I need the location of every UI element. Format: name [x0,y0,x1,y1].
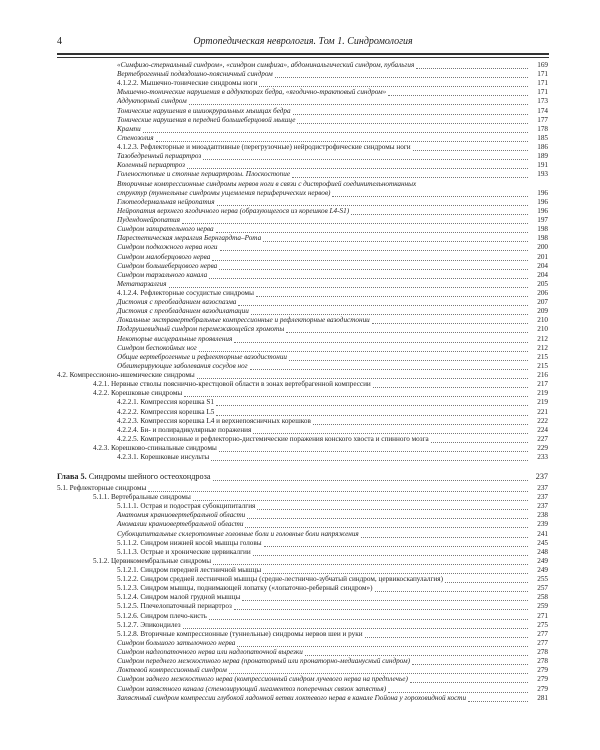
toc-page-number: 209 [537,307,548,316]
toc-entry-title: Синдром подкожного нерва ноги [117,243,218,252]
toc-entry-title: 4.2.2.2. Компрессия корешка L5 [117,407,215,416]
toc-page-number: 222 [537,416,548,425]
toc-entry-title: 5.1.2.1. Синдром передней лестничной мышцы [117,565,262,574]
toc-page-number: 279 [537,675,548,684]
toc-page-number: 193 [537,170,548,179]
toc-page-number: 278 [537,657,548,666]
toc-page-number: 171 [537,88,548,97]
toc-page-number: 278 [537,648,548,657]
toc-entry-title: 5.1.1.1. Острая и подострая субокципиталгия [117,502,256,511]
toc-entry-title: Локальные экстравертебральные компрессионные и рефлекторные вазодистонии [117,316,370,325]
toc-entry-title: Вторичные компрессионные синдромы нервов ноги в связи с дистрофией соединительнотканных [117,179,417,188]
toc-page-number: 178 [537,124,548,133]
toc-page-number: 169 [537,61,548,69]
toc-entry-title: Запястный синдром компрессии глубокой ладонной ветви локтевого нерва в канале Гюйона у гороховидной кости [117,693,467,702]
toc-entry-title: 4.2.3.1. Корешковые инсульты [117,453,210,462]
toc-page-number: 219 [537,389,548,398]
toc-entry-title: 4.1.2.4. Рефлекторные сосудистые синдромы [117,289,254,297]
toc-entry-title: Тонические нарушения в ишиокруральных мышцах бедра [117,106,291,115]
toc-page-number: 277 [537,638,548,647]
toc-page-number: 255 [537,575,548,584]
toc-page-number: 215 [537,361,548,370]
toc-entry-title: 5.1. Рефлекторные синдромы [57,483,147,492]
toc-page-number: 204 [537,270,548,279]
toc-page-number: 177 [537,115,548,124]
toc-entry-title: Синдром надлопаточного нерва или надлопаточной вырезки [117,648,303,657]
toc-page-number: 212 [537,343,548,352]
toc-page-number: 248 [537,547,548,556]
page-number: 4 [57,36,62,47]
toc-entry-title: Некоторые висцеральные проявления [117,334,233,343]
toc-page-number: 205 [537,279,548,288]
toc-page-number: 249 [537,565,548,574]
toc-page-number: 200 [537,243,548,252]
toc-page-number: 249 [537,556,548,565]
toc-entry-title: Синдром переднего межкостного нерва (пронаторный или пронаторно-медианусный синдром) [117,657,410,666]
toc-entry-title: Мышечно-тонические нарушения в аддукторах бедра, «ягодично-трактовый синдром» [117,88,387,97]
toc-entry-title: Глютеодермальная нейропатия [117,197,215,206]
toc-entry-title: 4.2.2.4. Би- и полирадикулярные поражения [117,425,252,434]
toc-page-number: 196 [537,197,548,206]
toc-page-number: 174 [537,106,548,115]
toc-entry-title: 4.1.2.3. Рефлекторные и миоадаптивные (перегрузочные) нейродистрофические синдромы ноги [117,143,411,152]
header-rule-thin [57,57,549,58]
page-header [57,36,549,48]
toc-page-number: 196 [537,188,548,197]
toc-page-number: 224 [537,425,548,434]
toc-entry-title: Вертеброгенный подвздошно-поясничный синдром [117,70,273,79]
toc-page-number: 277 [537,629,548,638]
toc-entry-title: Нейропатия верхнего ягодичного нерва (образующегося из корешков L4-S1) [117,206,350,215]
toc-entry-title: 4.2.2.3. Компрессия корешка L4 и верхнепоясничных корешков [117,416,311,425]
toc-entry-title: Синдром запястного канала (стенозирующий лигаментоз поперечных связок запястья) [117,684,387,693]
toc-entry-title: Аномалии краниовертебральной области [117,520,244,529]
toc-page-number: 271 [537,611,548,620]
toc-entry-title: Пудендонейропатия [117,216,180,225]
toc-page-number: 197 [537,216,548,225]
toc-page-number: 186 [537,143,548,152]
toc-page-number: 171 [537,79,548,88]
toc-entry-title: Дистония с преобладанием вазоспазма [117,298,237,307]
dot-leader [213,479,529,481]
toc-page-number: 215 [537,352,548,361]
toc-entry-title: Крампи [117,124,141,133]
toc-page-number: 245 [537,538,548,547]
toc-page-number: 212 [537,334,548,343]
toc-page-number: 275 [537,620,548,629]
toc-entry-title: Синдром запирательного нерва [117,225,214,234]
toc-entry-title: 5.1.2.3. Синдром мышцы, поднимающей лопатку («лопаточно-реберный синдром») [117,584,373,593]
toc-page-number: 237 [537,493,548,502]
toc-page-number: 227 [537,434,548,443]
toc-page-number: 237 [537,502,548,511]
toc-entry-title: Тонические нарушения в передней большеберцовой мышце [117,115,296,124]
toc-page-number: 196 [537,206,548,215]
toc-entry-title: Подгрушевидный синдром перемежающейся хромоты [117,325,285,334]
toc-page-number: 237 [537,483,548,492]
toc-entry-title: Синдром заднего межкостного нерва (компрессионный синдром лучевого нерва на предплечье) [117,675,408,684]
toc-entry [0,461,600,471]
toc-entry-title: Коленный периартроз [117,161,185,170]
toc-entry-title: Синдром малоберцового нерва [117,252,211,261]
toc-page-number: 259 [537,602,548,611]
toc-page-number: 279 [537,666,548,675]
toc-entry-title: Метатарзалгия [117,279,167,288]
toc-entry-title [57,472,211,482]
toc-page-number: 189 [537,152,548,161]
toc-page-number: 207 [537,298,548,307]
toc-page-number: 229 [537,444,548,453]
toc-entry-title: 4.2.2.1. Компрессия корешка S1 [117,398,214,407]
toc-page-number: 198 [537,225,548,234]
toc-page-number: 204 [537,261,548,270]
toc-page-number: 281 [537,693,548,702]
toc-entry-title: 4.2.3. Корешково-спинальные синдромы [93,444,217,453]
toc-entry-title: Тазобедренный периартроз [117,152,202,161]
toc-entry-title: 5.1.2.6. Синдром плечо-кисть [117,611,207,620]
running-title: Ортопедическая неврология. Том 1. Синдромология [193,36,413,47]
toc-entry-title: 5.1.1. Вертебральные синдромы [93,493,191,502]
toc-page-number: 257 [537,584,548,593]
toc-page-number: 238 [537,511,548,520]
toc-page-number: 233 [537,453,548,462]
toc-entry-title: Облитерирующие заболевания сосудов ног [117,361,248,370]
toc-page-number: 206 [537,289,548,297]
toc-entry-title: 5.1.2.2. Синдром средней лестничной мышцы (средне-лестнично-зубчатый синдром, цервикоскапулалгия) [117,575,443,584]
toc-entry-title: Аддукторный синдром [117,97,187,106]
toc-page-number: 191 [537,161,548,170]
toc-entry-title: 5.1.2.8. Вторичные компрессионные (туннельные) синдромы нервов шеи и руки [117,629,363,638]
toc-entry-title: Синдром беспокойных ног [117,343,197,352]
toc-entry-title: Синдром тарзального канала [117,270,208,279]
toc-entry-title: 4.2. Компрессионно-ишемические синдромы [57,371,195,380]
toc-page-number: 173 [537,97,548,106]
dot-leader [468,700,528,702]
toc-page-number: 258 [537,593,548,602]
toc-entry-title: Стенозолия [117,133,154,142]
toc-entry-title: 5.1.2.4. Синдром малой грудной мышцы [117,593,241,602]
header-rule-thick [57,53,549,55]
toc-entry-title: 4.2.2. Корешковые синдромы [93,389,183,398]
toc-page-number: 217 [537,380,548,389]
toc-entry-title: 5.1.2.5. Плечелопаточный периартроз [117,602,232,611]
toc-page-number: 171 [537,70,548,79]
toc-entry-title: 4.1.2.2. Мышечно-тонические синдромы ноги [117,79,258,88]
toc-entry-title: Локтевой компрессионный синдром [117,666,227,675]
toc-entry-title: Синдром большого затылочного нерва [117,638,236,647]
toc-page-number: 279 [537,684,548,693]
toc-entry-title: 4.2.2.5. Компрессионные и рефлекторно-дисгемические поражения конского хвоста и спинного мозга [117,434,429,443]
toc-entry-title: Дистония с преобладанием вазодилатации [117,307,249,316]
toc-entry-title: 4.2.1. Нервные стволы пояснично-крестцовой области в зонах вертебрагенной компрессии [93,380,371,389]
toc-entry-title: 5.1.1.3. Острые и хронические цервикалгии [117,547,251,556]
toc-page-number: 219 [537,398,548,407]
toc-page-number: 241 [537,529,548,538]
toc-entry-title: 5.1.2. Цервикомембральные синдромы [93,556,212,565]
toc-page-number: 198 [537,234,548,243]
chapter-label: Глава 5. [57,472,87,482]
toc-entry-title: Общие вертеброгенные и рефлекторные вазодистонии [117,352,288,361]
toc-entry-title: Голеностопные и стопные периартрозы. Плоскостопие [117,170,291,179]
toc-entry-title: Субокципитальные склеротомные головные боли и головные боли напряжения [117,529,359,538]
toc-page-number: 201 [537,252,548,261]
toc-entry-title: Анатомия краниовертебральной области [117,511,246,520]
toc-page-number: 216 [537,371,548,380]
toc-page-number: 210 [537,316,548,325]
toc-entry-title: «Симфизо-стернальный синдром», «синдром симфиза», абдоминальгический синдром, пубальгия [117,61,415,69]
toc-page-number: 210 [537,325,548,334]
toc-page-number: 237 [535,472,548,482]
toc-entry-title: Синдром большеберцового нерва [117,261,218,270]
toc-page-number: 239 [537,520,548,529]
toc-entry [0,693,600,703]
toc-page-number: 185 [537,133,548,142]
toc-entry-title: Парестетическая мералгия Бернгардта–Рота [117,234,262,243]
toc-chapter-row [0,472,600,482]
toc-entry-title: 5.1.1.2. Синдром нижней косой мышцы головы [117,538,262,547]
toc-entry-title: структур (туннельные синдромы ущемления периферических нервов) [117,188,331,197]
toc-page-number: 221 [537,407,548,416]
toc-entry-title: 5.1.2.7. Эпикондилез [117,620,181,629]
chapter-title: Синдромы шейного остеохондроза [86,472,211,482]
